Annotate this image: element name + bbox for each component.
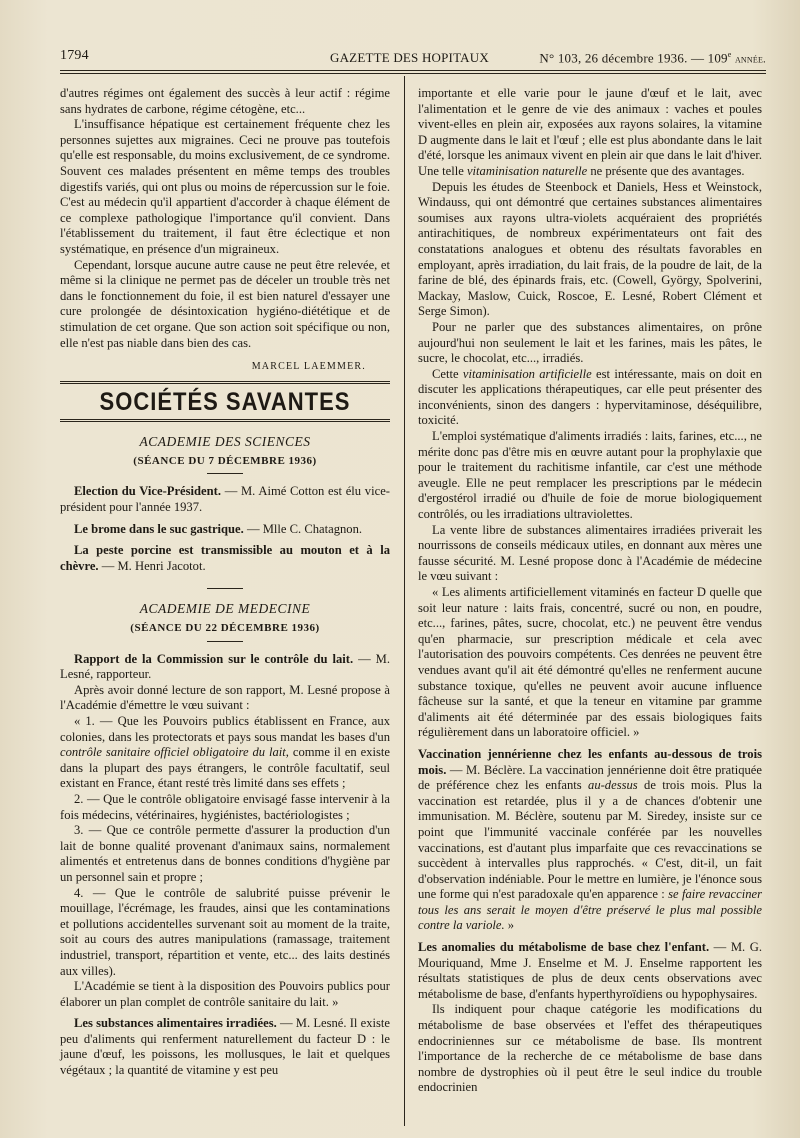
item-body: — M. G. Mouriquand, Mme J. Enselme et M. J. Enselme rapportent les résultats statistiques de plus de deux cents observations avec métabolisme de base, d'enfants hyperthyroïdiens ou hypophysaires. xyxy=(418,940,762,1001)
voeu-paragraph: 3. — Que ce contrôle permette d'assurer la production d'un lait de bonne qualité provenant d'animaux sains, normalement alimentés et entretenus dans de bonnes conditions d'hygiène par un personnel sain et propre ; xyxy=(60,823,390,884)
voeu-paragraph: 2. — Que le contrôle obligatoire envisagé fasse intervenir à la fois médecins, vétérinaires, hygiénistes, bactériologistes ; xyxy=(60,791,390,822)
text: ne présente que des avantages. xyxy=(587,163,745,178)
section-rule xyxy=(60,381,390,384)
item-body: — M. Henri Jacotot. xyxy=(98,558,206,573)
article-signature: MARCEL LAEMMER. xyxy=(251,361,366,373)
item-author: — M. Lesné. xyxy=(276,1016,347,1031)
section-title: SOCIÉTÉS SAVANTES xyxy=(99,386,351,416)
seance-date-sciences: (SÉANCE DU 7 DÉCEMBRE 1936) xyxy=(133,454,317,467)
short-rule xyxy=(207,473,243,474)
page-header xyxy=(60,48,766,70)
item-author: — M. Béclère. xyxy=(446,762,526,777)
item-heading: La peste porcine est transmissible au mouton et à la chèvre. xyxy=(60,543,390,573)
item-heading: Les substances alimentaires irradiées. xyxy=(74,1016,277,1031)
right-paragraph: Ils indiquent pour chaque catégorie les modifications du métabolisme de base observées et l'effet des thérapeutiques endocriniennes sur ce métabolisme de base. Ils montrent l'importance de la recherche de ce métabolisme de base dans nombre de dystrophies où il peut être le seul indice du trouble endocrinien xyxy=(418,1002,762,1095)
seance-date-medecine: (SÉANCE DU 22 DÉCEMBRE 1936) xyxy=(130,622,320,635)
page-number: 1794 xyxy=(60,48,89,63)
issue-annee: année. xyxy=(734,53,766,66)
issue-line xyxy=(539,50,766,66)
item-body: — Mlle C. Chatagnon. xyxy=(243,521,363,536)
left-paragraph: L'insuffisance hépatique est certainement fréquente chez les personnes sujettes aux migraines. Ceci ne prouve pas toutefois qu'elle est responsable, du moins exclusivement, de ce syndrome. Souvent ces malades présentent en même temps des troubles digestifs variés, qui ont plus ou moins de répercussion sur le foie. C'est au médecin qu'il appartient d'accorder à chaque élément de ce complexe pathologique l'importance qu'il convient. Dans l'établissement du traitement, il faut être éclectique et non systématique, en présence d'un migraineux. xyxy=(60,117,390,256)
text: est intéressante, mais on doit en discuter les applications thérapeutiques, car elle peut présenter des inconvénients, sinon des dangers : hypervitaminose, déséquilibre, toxicité. xyxy=(418,366,762,428)
issue-sup: e xyxy=(727,50,732,59)
right-column xyxy=(418,86,762,1096)
left-column xyxy=(60,86,390,1079)
medecine-item xyxy=(60,652,390,683)
item-heading: Rapport de la Commission sur le contrôle du lait. xyxy=(74,651,354,666)
section-rule xyxy=(60,419,390,422)
sciences-item xyxy=(60,543,390,574)
item-heading: Election du Vice-Président. xyxy=(74,484,221,499)
header-rule-top xyxy=(60,70,766,71)
column-divider xyxy=(404,76,405,1126)
voeu-paragraph: 4. — Que le contrôle de salubrité puisse prévenir le mouillage, l'écrémage, les fraudes, ainsi que les contaminations et pollutions accidentelles survenant soit au moment de la traite, soit au cours des autres manipulations (ramassage, traitement industriel, transport, répartition et vente, etc... des laits destinés aux villes). xyxy=(60,885,390,978)
text: importante et elle varie pour le jaune d'œuf et le lait, avec l'alimentation et le genre de vie des animaux : vaches et poules vivent-elles en plein air, exposées aux rayons solaires, la vitamine D augmente dans le lait et l'œuf ; elle est plus abondante dans le lait d'été, lorsque les animaux vivent en plein air que dans le lait d'hiver. Une telle xyxy=(418,86,762,178)
item-body: » xyxy=(504,918,515,933)
voeu-text: , comme il en existe dans la plupart des pays étrangers, le contrôle facultatif, seul existant en France, étant resté très limité dans ses effets ; xyxy=(60,745,390,791)
vaccination-item xyxy=(418,747,762,934)
issue-text: N° 103, 26 décembre 1936. — 109 xyxy=(539,50,728,66)
right-paragraph: Depuis les études de Steenbock et Daniels, Hess et Weinstock, Windauss, qui ont démontré que certaines substances alimentaires soumises aux rayons ultra-violets acquéraient des propriétés antirachitiques, de nombreux expérimentateurs ont fait des constatations analogues et obtenu des résultats favorables en employant, après irradiation, du lait frais, de la poudre de lait, de la farine de blé, des épinards frais, etc. (Cowell, György, Spolverini, Mackay, Maslow, Cuick, Roscoe, E. Lesné, Robert Clément et Serge Simon). xyxy=(418,179,762,319)
right-paragraph: « Les aliments artificiellement vitaminés en facteur D quelle que soit leur nature : laits frais, concentré, sucré ou non, en poudre, etc..., farines, pâtes, sucre, chocolat, etc.) ne peuvent être vendus qu'en pharmacie, sur prescription médicale et cela avec l'autorisation des pouvoirs compétents. Ces denrées ne peuvent être vendues avant qu'il ait été démontré qu'elles ne renferment aucune substance toxique, qu'elles ne peuvent avoir aucune influence fâcheuse sur la santé, et que la teneur en vitamine par gramme d'aliments ait été déterminée par des essais biologiques faits régulièrement dans un laboratoire officiel. » xyxy=(418,585,762,740)
metabolism-item xyxy=(418,940,762,1002)
academy-title-medecine: ACADEMIE DE MEDECINE xyxy=(139,601,311,617)
italic-text: vitaminisation artificielle xyxy=(462,366,592,381)
italic-quote: se faire revacciner tous les ans serait le moyen d'être préservé le plus mal possible contre la variole. xyxy=(418,887,762,933)
item-author: — M. Lesné, rapporteur. xyxy=(60,651,390,682)
italic-text: vitaminisation naturelle xyxy=(466,163,588,178)
voeu-paragraph xyxy=(60,714,390,792)
left-paragraph: d'autres régimes ont également des succès à leur actif : régime sans hydrates de carbone, régime cétogène, etc... xyxy=(60,86,390,116)
text: Cette xyxy=(432,366,463,381)
left-paragraph: Cependant, lorsque aucune autre cause ne peut être relevée, et même si la clinique ne permet pas de déceler un trouble très net dans le fonctionnement du foie, il est bien naturel d'essayer une cure prolongée de désintoxication hygiéno-diététique et de stimulation de cet organe. Que son action soit spécifique ou non, elle n'est pas niable dans bien des cas. xyxy=(60,257,390,350)
header-rule-bottom xyxy=(60,73,766,74)
left-paragraph: Après avoir donné lecture de son rapport, M. Lesné propose à l'Académie d'émettre le vœu suivant : xyxy=(60,682,390,713)
item-body: Il existe peu d'aliments qui renferment naturellement du facteur D : le jaune d'œuf, les poissons, les mollusques, le lait et quelques végétaux ; la quantité de vitamine y est peu xyxy=(60,1016,391,1078)
item-heading: Vaccination jennérienne chez les enfants au-dessous de trois mois. xyxy=(418,746,762,777)
short-rule xyxy=(207,588,243,589)
sciences-item xyxy=(60,484,390,515)
italic-text: au-dessus xyxy=(588,778,638,793)
journal-title: GAZETTE DES HOPITAUX xyxy=(330,50,489,65)
short-rule xyxy=(207,641,243,642)
voeu-paragraph: L'Académie se tient à la disposition des Pouvoirs publics pour élaborer un plan complet de contrôle sanitaire du lait. » xyxy=(60,979,390,1009)
right-paragraph xyxy=(418,367,762,429)
voeu-italic: contrôle sanitaire officiel obligatoire du lait xyxy=(60,745,286,760)
right-paragraph: La vente libre de substances alimentaires irradiées priverait les nourrissons de conseils médicaux utiles, en donnant aux mères une fausse sécurité. M. Lesné propose donc à l'Académie de médecine le vœu suivant : xyxy=(418,522,762,584)
right-paragraph: Pour ne parler que des substances alimentaires, on prône aujourd'hui non seulement le lait et les farines, mais les pâtes, le sucre, le chocolat, etc..., irradiés. xyxy=(418,319,762,366)
item-heading: Le brome dans le suc gastrique. xyxy=(74,521,244,536)
item-body: de trois mois. Plus la vaccination est retardée, plus il y a de chances d'obtenir une immunisation. M. Béclère, soutenu par M. Siredey, insiste sur ce point que l'immunité vaccinale conférée par les nouvelles vaccinations, est d'autant plus imparfaite que ces revaccinations se succèdent à intervalles plus rapprochés. « C'est, dit-il, un fait d'observation indéniable. Pour le mettre en lumière, je l'énonce sous une forme qui n'est paradoxale qu'en apparence : xyxy=(418,778,762,902)
sciences-item xyxy=(60,522,390,538)
right-paragraph: L'emploi systématique d'aliments irradiés : laits, farines, etc..., ne mérite donc pas d'être mis en œuvre autant pour la prophylaxie que pour le traitement du rachitisme infantile, car c'est une méthode aveugle. Elle ne peut remplacer les prescriptions par le médecin d'ergostérol irradié ou d'huile de foie de morue biologiquement contrôlés, ou les irradiations ultraviolettes. xyxy=(418,429,762,522)
item-body: — M. Aimé Cotton est élu vice-président pour l'année 1937. xyxy=(60,484,390,515)
academy-title-sciences: ACADEMIE DES SCIENCES xyxy=(139,434,311,450)
right-paragraph xyxy=(418,86,762,180)
item-heading: Les anomalies du métabolisme de base chez l'enfant. xyxy=(418,940,710,955)
voeu-text: « 1. — Que les Pouvoirs publics établissent en France, aux colonies, dans les protectorats et pays sous mandat les bases d'un xyxy=(60,714,390,744)
medecine-item xyxy=(60,1016,390,1078)
item-body: La vaccination jennérienne doit être pratiquée de préférence chez les enfants xyxy=(418,762,762,793)
